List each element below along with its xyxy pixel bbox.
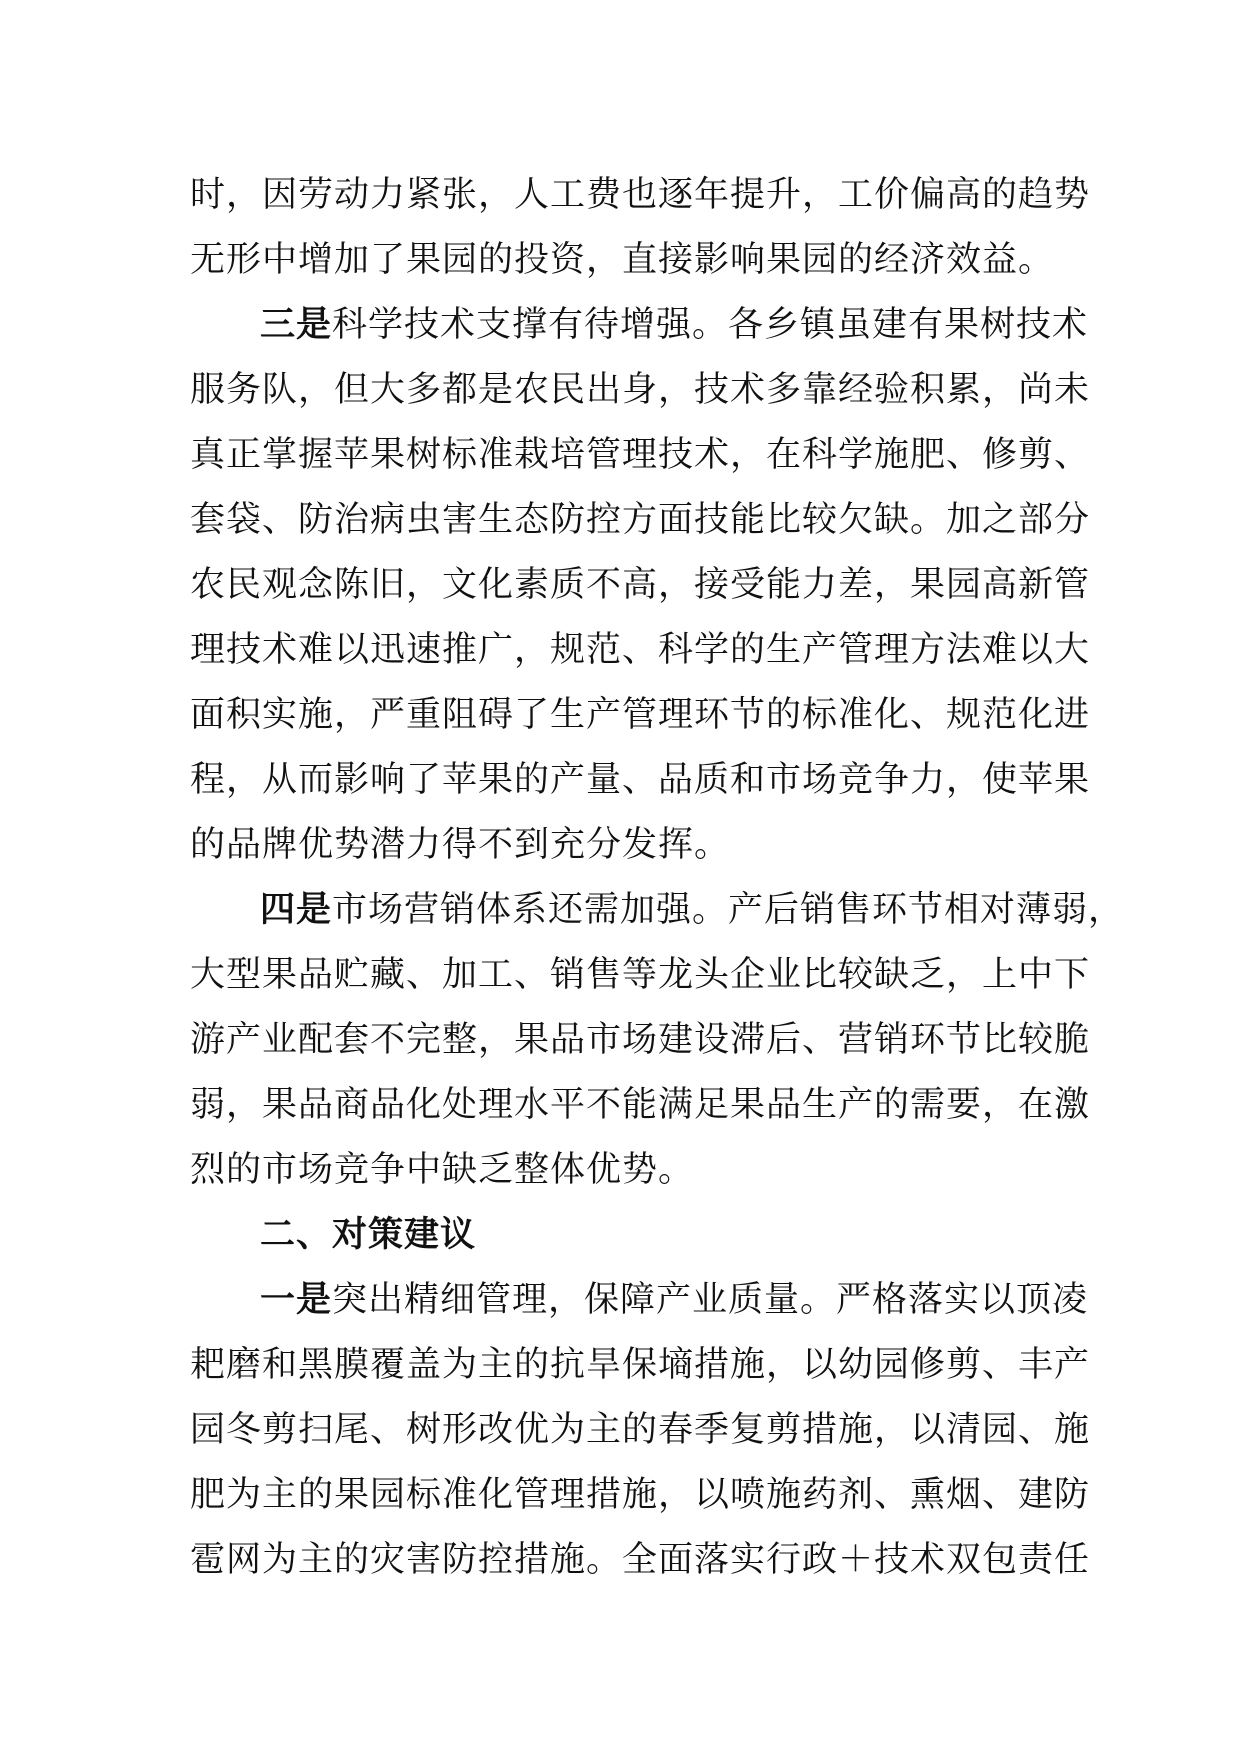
- text-line: 肥为主的果园标准化管理措施，以喷施药剂、熏烟、建防: [190, 1475, 1091, 1515]
- paragraph-lead: 四是: [260, 890, 333, 930]
- text-line: 程，从而影响了苹果的产量、品质和市场竞争力，使苹果: [190, 760, 1091, 800]
- text-line: 时，因劳动力紧张，人工费也逐年提升，工价偏高的趋势: [190, 175, 1091, 215]
- paragraph-fine-management: [190, 1268, 1091, 1593]
- text-line: [190, 293, 1089, 358]
- text-line: 游产业配套不完整，果品市场建设滞后、营销环节比较脆: [190, 1020, 1091, 1060]
- text-line: 无形中增加了果园的投资，直接影响果园的经济效益。: [190, 240, 1055, 280]
- paragraph-first-line: 科学技术支撑有待增强。各乡镇虽建有果树技术: [332, 305, 1089, 345]
- paragraph-first-line: 突出精细管理，保障产业质量。严格落实以顶凌: [332, 1280, 1089, 1320]
- text-line: [190, 878, 1125, 943]
- paragraph-lead: 一是: [260, 1280, 333, 1320]
- paragraph-labor-cost: [190, 163, 1091, 293]
- document-body: [190, 163, 1125, 1593]
- text-line: [190, 1268, 1089, 1333]
- text-line: 园冬剪扫尾、树形改优为主的春季复剪措施，以清园、施: [190, 1410, 1091, 1450]
- text-line: 烈的市场竞争中缺乏整体优势。: [190, 1150, 695, 1190]
- paragraph-marketing-system: [190, 878, 1125, 1203]
- text-line: 雹网为主的灾害防控措施。全面落实行政＋技术双包责任: [190, 1540, 1091, 1580]
- text-line: 理技术难以迅速推广，规范、科学的生产管理方法难以大: [190, 630, 1091, 670]
- text-line: 农民观念陈旧，文化素质不高，接受能力差，果园高新管: [190, 565, 1091, 605]
- text-line: 套袋、防治病虫害生态防控方面技能比较欠缺。加之部分: [190, 500, 1091, 540]
- text-line: 面积实施，严重阻碍了生产管理环节的标准化、规范化进: [190, 695, 1091, 735]
- section-heading-text: 二、对策建议: [260, 1215, 477, 1255]
- text-line: 耙磨和黑膜覆盖为主的抗旱保墒措施，以幼园修剪、丰产: [190, 1345, 1091, 1385]
- paragraph-first-line: 市场营销体系还需加强。产后销售环节相对薄弱，: [332, 890, 1125, 930]
- text-line: 的品牌优势潜力得不到充分发挥。: [190, 825, 731, 865]
- section-heading: [190, 1203, 1070, 1268]
- text-line: 真正掌握苹果树标准栽培管理技术，在科学施肥、修剪、: [190, 435, 1091, 475]
- text-line: 服务队，但大多都是农民出身，技术多靠经验积累，尚未: [190, 370, 1091, 410]
- text-line: 大型果品贮藏、加工、销售等龙头企业比较缺乏，上中下: [190, 955, 1091, 995]
- paragraph-lead: 三是: [260, 305, 333, 345]
- paragraph-technology-support: [190, 293, 1091, 878]
- text-line: 弱，果品商品化处理水平不能满足果品生产的需要，在激: [190, 1085, 1091, 1125]
